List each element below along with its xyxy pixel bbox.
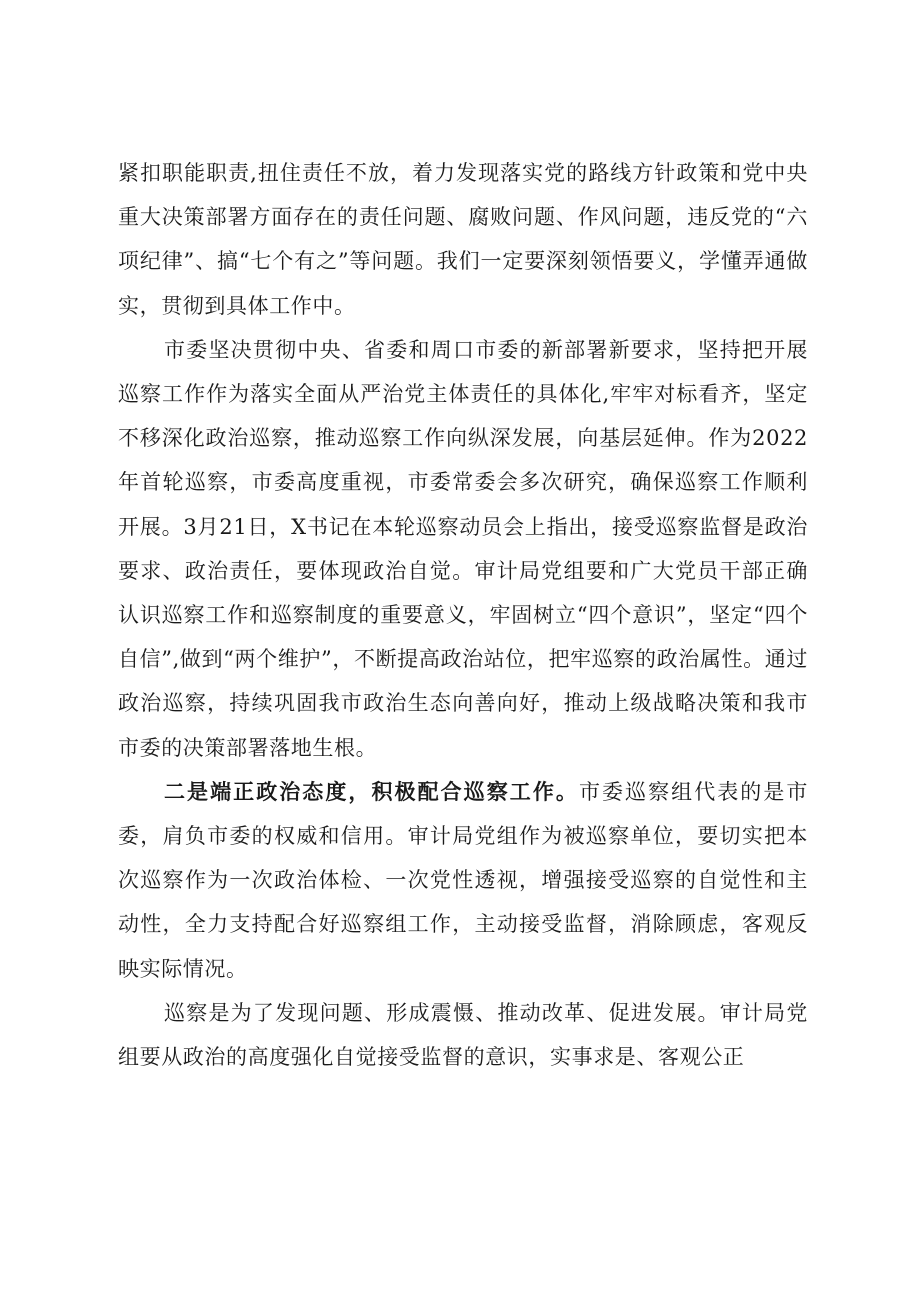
paragraph-3 bbox=[118, 770, 808, 991]
paragraph-4: 巡察是为了发现问题、形成震慑、推动改革、促进发展。审计局党组要从政治的高度强化自觉接受监督的意识，实事求是、客观公正 bbox=[118, 1000, 808, 1070]
paragraph-3-lead: 二是端正政治态度，积极配合巡察工作。 bbox=[164, 778, 579, 804]
paragraph-3-text: 市委巡察组代表的是市委，肩负市委的权威和信用。审计局党组作为被巡察单位，要切实把本次巡察作为一次政治体检、一次党性透视，增强接受巡察的自觉性和主动性，全力支持配合好巡察组工作，主动接受监督，消除顾虑，客观反映实际情况。 bbox=[118, 779, 808, 981]
paragraph-1: 紧扣职能职责,扭住责任不放，着力发现落实党的路线方针政策和党中央重大决策部署方面存在的责任问题、腐败问题、作风问题，违反党的“六项纪律”、搞“七个有之”等问题。我们一定要深刻领悟要义，学懂弄通做实，贯彻到具体工作中。 bbox=[118, 161, 808, 318]
paragraph-2: 市委坚决贯彻中央、省委和周口市委的新部署新要求，坚持把开展巡察工作作为落实全面从严治党主体责任的具体化,牢牢对标看齐，坚定不移深化政治巡察，推动巡察工作向纵深发展，向基层延伸。作为2022年首轮巡察，市委高度重视，市委常委会多次研究，确保巡察工作顺利开展。3月21日，X书记在本轮巡察动员会上指出，接受巡察监督是政治要求、政治责任，要体现政治自觉。审计局党组要和广大党员干部正确认识巡察工作和巡察制度的重要意义，牢固树立“四个意识”，坚定“四个自信”,做到“两个维护”，不断提高政治站位，把牢巡察的政治属性。通过政治巡察，持续巩固我市政治生态向善向好，推动上级战略决策和我市市委的决策部署落地生根。 bbox=[118, 337, 808, 760]
document-body bbox=[118, 151, 808, 1079]
